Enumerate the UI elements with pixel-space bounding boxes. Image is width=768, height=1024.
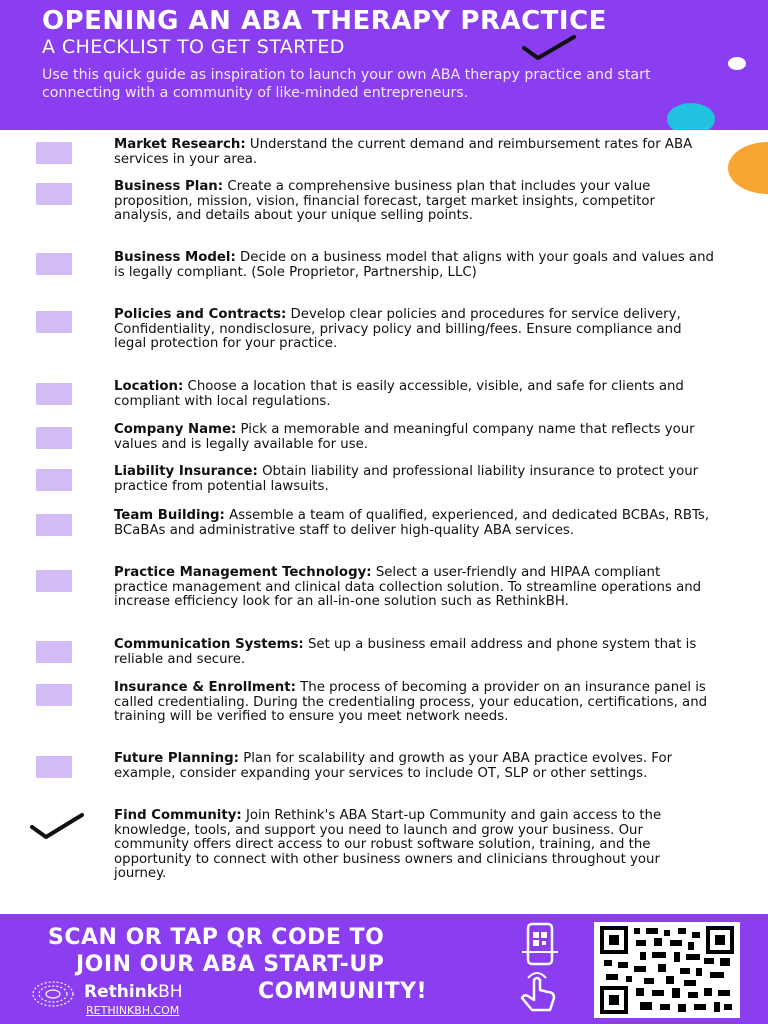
checkbox[interactable] <box>36 514 72 536</box>
checklist-item-text <box>114 509 714 538</box>
decorative-cyan-dot <box>667 103 715 130</box>
logo-name-rest: BH <box>158 982 183 1002</box>
checkbox[interactable] <box>36 570 72 592</box>
checkbox[interactable] <box>36 684 72 706</box>
checklist-item-heading: Future Planning: <box>114 751 239 766</box>
checklist-item-heading: Insurance & Enrollment: <box>114 680 296 695</box>
checklist-item-heading: Policies and Contracts: <box>114 307 287 322</box>
checklist-item-body: Create a comprehensive business plan that includes your value proposition, mission, vision, financial forecast, target market insights, competitor analysis, and details about your unique selling points. <box>114 179 655 223</box>
checklist-item-body: Understand the current demand and reimbursement rates for ABA services in your area. <box>114 137 693 167</box>
checklist-item-text <box>114 251 714 280</box>
checklist-item-heading: Business Plan: <box>114 179 224 194</box>
decorative-white-dot <box>728 57 746 70</box>
header-banner <box>0 0 768 130</box>
checklist-item-text <box>114 380 714 409</box>
checkbox[interactable] <box>36 311 72 333</box>
checkbox[interactable] <box>36 469 72 491</box>
decorative-orange-dot <box>728 142 768 194</box>
checkbox[interactable] <box>36 383 72 405</box>
cta-line-2: JOIN OUR ABA START-UP <box>76 952 385 977</box>
checklist-item-body: Join Rethink's ABA Start-up Community and gain access to the knowledge, tools, and support you need to launch and grow your business. Our community offers direct access to our robust software solution, training, and the opportunity to connect with other business owners and clinicians throughout your journey. <box>114 808 662 881</box>
checklist-item-body: Develop clear policies and procedures for service delivery, Confidentiality, nondisclosure, privacy policy and billing/fees. Ensure compliance and legal protection for your practice. <box>114 307 682 351</box>
checklist-item-text <box>114 138 714 167</box>
page-subtitle: A CHECKLIST TO GET STARTED <box>42 36 345 58</box>
tap-hand-icon <box>512 970 562 1014</box>
page-title: OPENING AN ABA THERAPY PRACTICE <box>42 6 607 36</box>
checklist-item-heading: Company Name: <box>114 422 237 437</box>
checkmark-icon[interactable] <box>28 811 88 843</box>
checkbox[interactable] <box>36 183 72 205</box>
checklist-item-body: Decide on a business model that aligns with your goals and values and is legally compliant. (Sole Proprietor, Partnership, LLC) <box>114 250 714 280</box>
checklist-item-text <box>114 423 714 452</box>
checklist-item-text <box>114 638 714 667</box>
checklist-item-body: Plan for scalability and growth as your ABA practice evolves. For example, consider expanding your services to include OT, SLP or other settings. <box>114 751 673 781</box>
checklist-item-heading: Liability Insurance: <box>114 464 258 479</box>
checklist-item-heading: Communication Systems: <box>114 637 304 652</box>
checklist-item-body: Select a user-friendly and HIPAA compliant practice management and clinical data collection solution. To streamline operations and increase efficiency look for an all-in-one solution such as RethinkBH. <box>114 565 702 609</box>
qr-code-icon <box>600 926 734 1014</box>
checklist-item-text <box>114 752 714 781</box>
checklist-item-body: Pick a memorable and meaningful company name that reflects your values and is legally available for use. <box>114 422 695 452</box>
checkmark-icon <box>520 34 580 64</box>
checklist-item-text <box>114 681 714 725</box>
footer-banner <box>0 914 768 1024</box>
checklist-item-heading: Find Community: <box>114 808 242 823</box>
website-link[interactable]: RETHINKBH.COM <box>86 1004 180 1017</box>
checkbox[interactable] <box>36 253 72 275</box>
checklist-item-heading: Location: <box>114 379 184 394</box>
cta-line-3: COMMUNITY! <box>258 979 428 1004</box>
logo-name <box>84 982 183 1002</box>
logo-mark-icon <box>30 980 76 1008</box>
checklist-item-text <box>114 809 714 882</box>
checklist-item-heading: Practice Management Technology: <box>114 565 372 580</box>
checklist-item-body: The process of becoming a provider on an insurance panel is called credentialing. During the credentialing process, your education, certifications, and training will be verified to ensure you meet network needs. <box>114 680 708 724</box>
rethinkbh-logo[interactable] <box>30 980 220 1020</box>
checkbox[interactable] <box>36 142 72 164</box>
checklist-item-heading: Team Building: <box>114 508 225 523</box>
intro-text: Use this quick guide as inspiration to launch your own ABA therapy practice and start connecting with a community of like-minded entrepreneurs. <box>42 67 651 101</box>
checklist-item-heading: Business Model: <box>114 250 236 265</box>
logo-name-bold: Rethink <box>84 982 159 1002</box>
checklist-item-text <box>114 308 714 352</box>
checklist-item-body: Assemble a team of qualified, experienced, and dedicated BCBAs, RBTs, BCaBAs and administrative staff to deliver high-quality ABA services. <box>114 508 710 538</box>
cta-line-1: SCAN OR TAP QR CODE TO <box>48 925 385 950</box>
checklist-item-text <box>114 465 714 494</box>
checkbox[interactable] <box>36 427 72 449</box>
checklist-item-body: Obtain liability and professional liability insurance to protect your practice from potential lawsuits. <box>114 464 699 494</box>
checkbox[interactable] <box>36 641 72 663</box>
checklist-item-body: Set up a business email address and phone system that is reliable and secure. <box>114 637 697 667</box>
checklist-item-text <box>114 180 714 224</box>
checklist-item-heading: Market Research: <box>114 137 246 152</box>
checklist-item-body: Choose a location that is easily accessible, visible, and safe for clients and compliant with local regulations. <box>114 379 684 409</box>
phone-qr-icon <box>518 922 562 966</box>
qr-code[interactable] <box>594 922 740 1018</box>
checklist-item-text <box>114 566 714 610</box>
checkbox[interactable] <box>36 756 72 778</box>
